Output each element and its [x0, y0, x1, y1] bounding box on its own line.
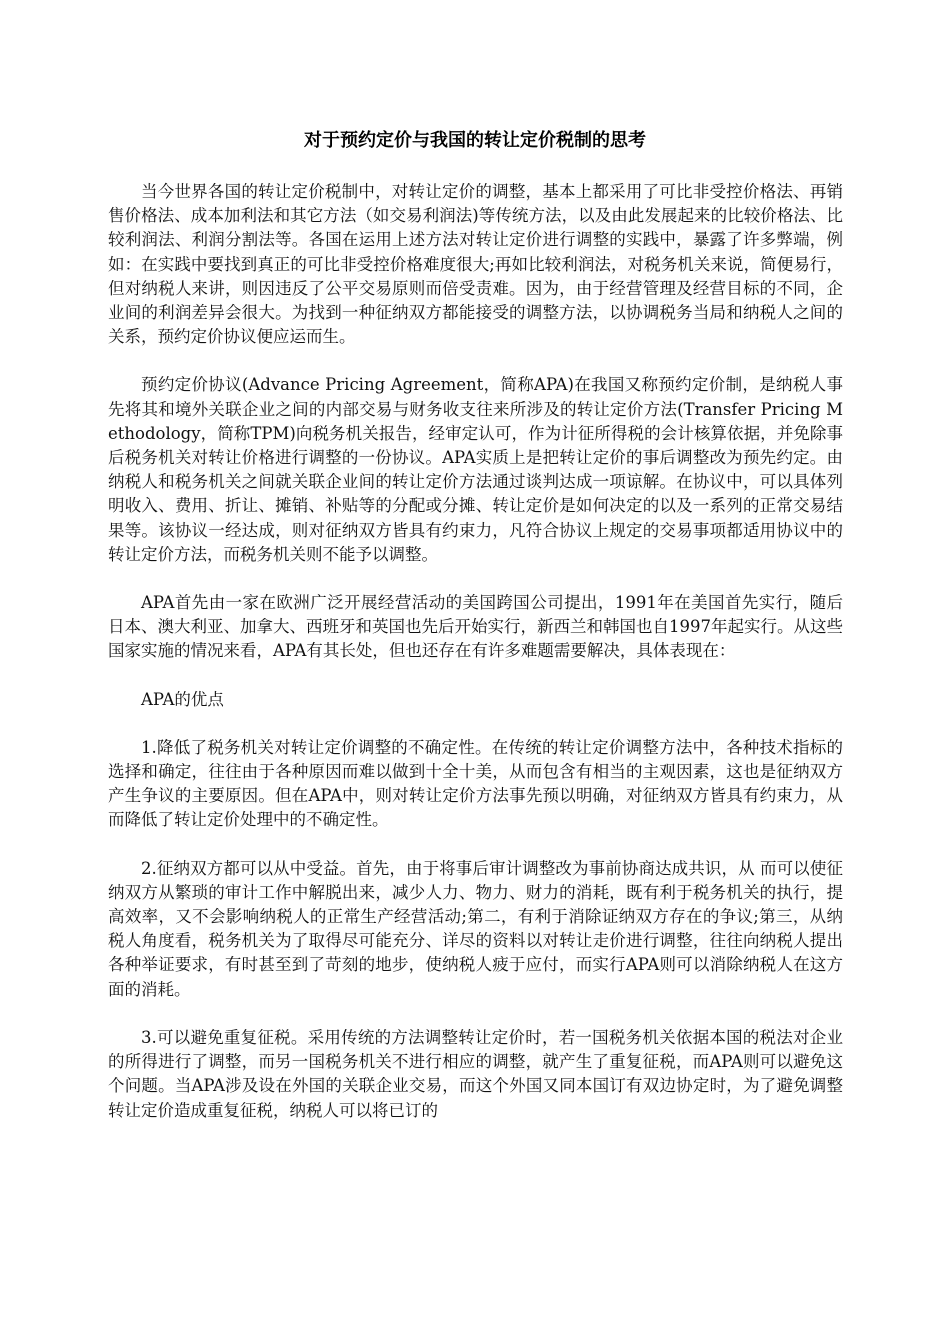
paragraph-apa-definition: 预约定价协议(Advance Pricing Agreement，简称APA)在我国又称预约定价制，是纳税人事先将其和境外关联企业之间的内部交易与财务收支往来所涉及的转让定价方法(Transfer Pricing Methodology，简称TPM)向税务机关报告，经审定认可，作为计征所得税的会计核算依据，并免除事后税务机关对转让价格进行调整的一份协议。APA实质上是把转让定价的事后调整改为预先约定。由纳税人和税务机关之间就关联企业间的转让定价方法通过谈判达成一项谅解。在协议中，可以具体列明收入、费用、折让、摊销、补贴等的分配或分摊、转让定价是如何决定的以及一系列的正常交易结果等。该协议一经达成，则对征纳双方皆具有约束力，凡符合协议上规定的交易事项都适用协议中的转让定价方法，而税务机关则不能予以调整。: [108, 375, 843, 564]
paragraph-advantage-1: 1.降低了税务机关对转让定价调整的不确定性。在传统的转让定价调整方法中，各种技术指标的选择和确定，往往由于各种原因而难以做到十全十美，从而包含有相当的主观因素，这也是征纳双方产生争议的主要原因。但在APA中，则对转让定价方法事先预以明确，对征纳双方皆具有约束力，从而降低了转让定价处理中的不确定性。: [108, 737, 843, 830]
section-heading-apa-advantages: APA的优点: [141, 689, 224, 709]
paragraph-advantage-2: 2.征纳双方都可以从中受益。首先，由于将事后审计调整改为事前协商达成共识，从 而可以使征纳双方从繁琐的审计工作中解脱出来，减少人力、物力、财力的消耗，既有利于税务机关的执行，提高效率，又不会影响纳税人的正常生产经营活动;第二，有利于消除证纳双方存在的争议;第三，从纳税人角度看，税务机关为了取得尽可能充分、详尽的资料以对转让走价进行调整，往往向纳税人提出各种举证要求，有时甚至到了苛刻的地步，使纳税人疲于应付，而实行APA则可以消除纳税人在这方面的消耗。: [108, 858, 843, 999]
paragraph-advantage-3: 3.可以避免重复征税。采用传统的方法调整转让定价时，若一国税务机关依据本国的税法对企业的所得进行了调整，而另一国税务机关不进行相应的调整，就产生了重复征税，而APA则可以避免这个问题。当APA涉及设在外国的关联企业交易，而这个外国又同本国订有双边协定时，为了避免调整转让定价造成重复征税，纳税人可以将已订的: [108, 1027, 843, 1120]
paragraph-intro: 当今世界各国的转让定价税制中，对转让定价的调整，基本上都采用了可比非受控价格法、再销售价格法、成本加利法和其它方法（如交易利润法)等传统方法，以及由此发展起来的比较价格法、比较利润法、利润分割法等。各国在运用上述方法对转让定价进行调整的实践中，暴露了许多弊端，例如：在实践中要找到真正的可比非受控价格难度很大;再如比较利润法，对税务机关来说，简便易行，但对纳税人来讲，则因违反了公平交易原则而倍受责难。因为，由于经营管理及经营目标的不同，企业间的利润差异会很大。为找到一种征纳双方都能接受的调整方法，以协调税务当局和纳税人之间的关系，预约定价协议便应运而生。: [108, 182, 843, 347]
document-body: [108, 180, 843, 1147]
paragraph-apa-history: APA首先由一家在欧洲广泛开展经营活动的美国跨国公司提出，1991年在美国首先实行，随后日本、澳大利亚、加拿大、西班牙和英国也先后开始实行，新西兰和韩国也自1997年起实行。从这些国家实施的情况来看，APA有其长处，但也还存在有许多难题需要解决，具体表现在：: [108, 593, 843, 661]
document-title: 对于预约定价与我国的转让定价税制的思考: [304, 130, 646, 151]
